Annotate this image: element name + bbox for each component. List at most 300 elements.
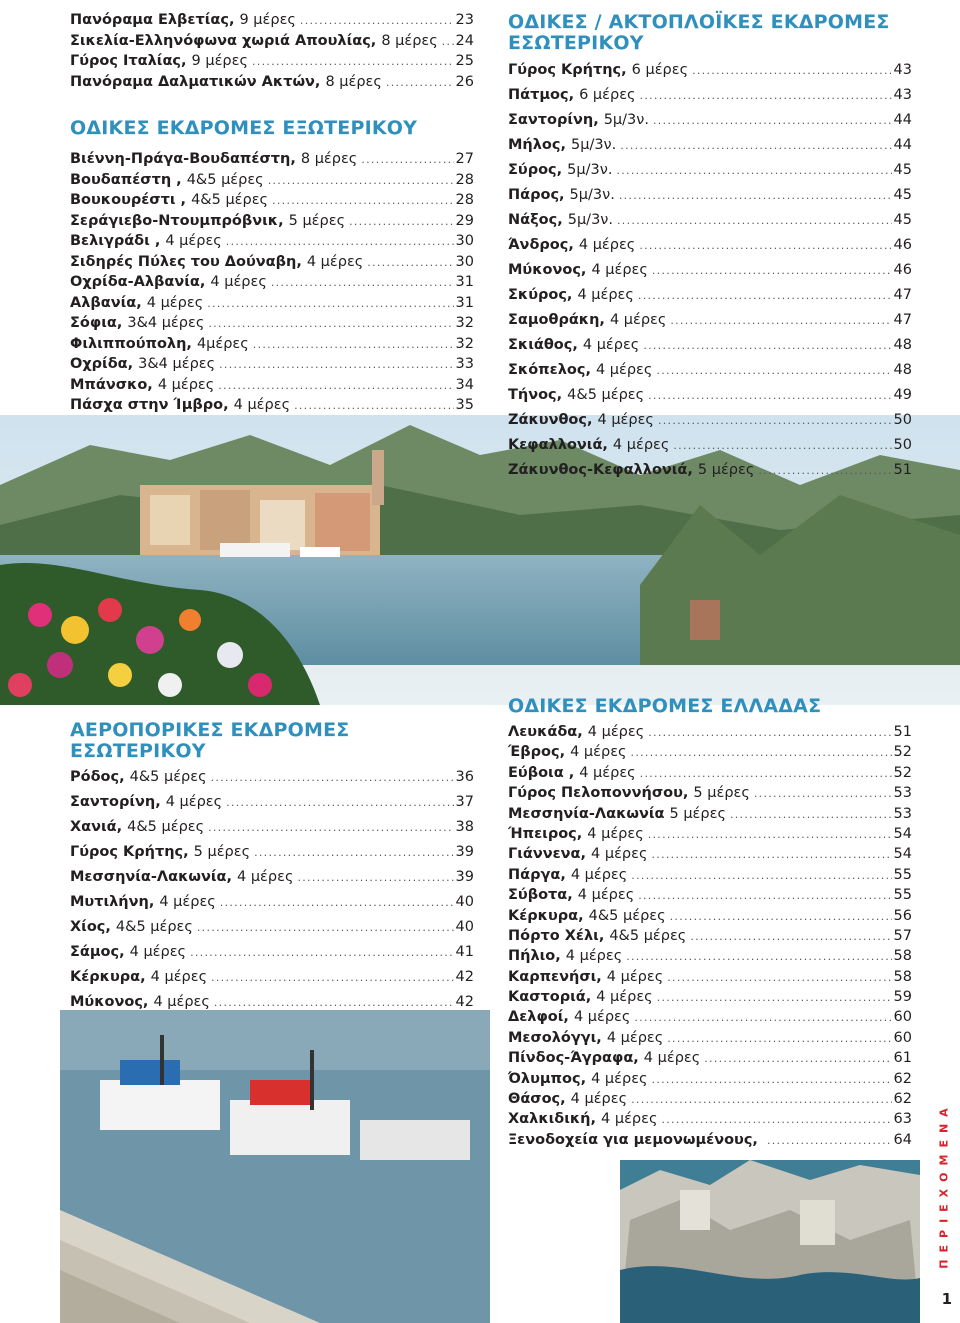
- toc-entry-duration: 4 μέρες: [157, 376, 215, 393]
- toc-entry-duration: 4 μέρες: [150, 969, 208, 985]
- dot-leader: [667, 1032, 891, 1045]
- toc-entry-page: 43: [893, 87, 912, 103]
- toc-entry-page: 37: [455, 794, 474, 810]
- toc-entry[interactable]: [508, 62, 912, 87]
- toc-entry-title: Σαντορίνη,: [508, 112, 599, 128]
- toc-entry-title: Πανόραμα Ελβετίας,: [70, 12, 235, 28]
- abroad-road-list: [70, 151, 474, 418]
- dot-leader: [367, 256, 453, 269]
- toc-entry[interactable]: [70, 172, 474, 193]
- dot-leader: [690, 930, 891, 943]
- toc-entry-page: 32: [455, 315, 474, 331]
- toc-entry[interactable]: [508, 87, 912, 112]
- toc-entry-duration: 4 μέρες: [587, 724, 645, 740]
- dot-leader: [643, 339, 891, 352]
- toc-entry[interactable]: [70, 233, 474, 254]
- toc-entry-page: 31: [455, 294, 474, 311]
- toc-entry-title: Ζάκυνθος-Κεφαλλονιά,: [508, 462, 693, 478]
- toc-entry-title: Καρπενήσι,: [508, 968, 602, 985]
- toc-entry-page: 55: [893, 887, 912, 904]
- toc-entry-page: 51: [893, 724, 912, 740]
- dot-leader: [297, 872, 453, 883]
- toc-entry-duration: 5 μέρες: [669, 805, 726, 822]
- toc-entry-title: Σάμος,: [70, 944, 125, 960]
- toc-entry[interactable]: [70, 870, 474, 895]
- toc-entry[interactable]: [70, 895, 474, 920]
- toc-entry[interactable]: [70, 995, 474, 1020]
- toc-entry-title: Οχρίδα-Αλβανία,: [70, 274, 206, 290]
- dot-leader: [271, 276, 454, 289]
- toc-entry-duration: 3&4 μέρες: [138, 356, 216, 372]
- dot-leader: [220, 897, 454, 908]
- toc-entry-title: Σόφια,: [70, 315, 123, 331]
- toc-entry-title: Άνδρος,: [508, 237, 574, 253]
- toc-entry[interactable]: [70, 315, 474, 336]
- toc-entry[interactable]: [508, 948, 912, 968]
- toc-entry-page: 42: [455, 994, 474, 1010]
- harbor-boats-photo: [60, 1010, 490, 1323]
- toc-entry-page: 24: [455, 32, 474, 49]
- toc-entry-page: 56: [893, 907, 912, 924]
- toc-entry-duration: 4 μέρες: [165, 233, 222, 249]
- dot-leader: [638, 289, 892, 302]
- dot-leader: [656, 364, 891, 377]
- dot-leader: [207, 297, 453, 310]
- air-domestic-list: [70, 770, 474, 1020]
- toc-entry-title: Πόρτο Χέλι,: [508, 927, 605, 944]
- toc-entry[interactable]: [70, 336, 474, 357]
- toc-entry[interactable]: [508, 462, 912, 487]
- dot-leader: [197, 922, 454, 933]
- toc-entry-duration: 4&5 μέρες: [588, 907, 666, 924]
- sea-domestic-section: [508, 12, 912, 487]
- toc-entry-title: Χαλκιδική,: [508, 1111, 597, 1128]
- toc-entry[interactable]: [508, 162, 912, 187]
- toc-entry-duration: 4 μέρες: [306, 253, 364, 270]
- toc-entry-duration: 4 μέρες: [606, 968, 664, 985]
- toc-entry-title: Γύρος Κρήτης,: [70, 844, 189, 860]
- sea-domestic-title-line2: ΕΣΩΤΕΡΙΚΟΥ: [508, 32, 644, 54]
- toc-entry-title: Σιδηρές Πύλες του Δούναβη,: [70, 253, 302, 270]
- toc-entry-title: Χίος,: [70, 919, 111, 935]
- toc-entry-page: 46: [893, 237, 912, 253]
- dot-leader: [349, 215, 453, 228]
- toc-entry-page: 27: [455, 151, 474, 167]
- toc-entry[interactable]: [508, 744, 912, 764]
- toc-entry-duration: 9 μέρες: [239, 12, 296, 28]
- toc-entry[interactable]: [508, 412, 912, 437]
- dot-leader: [631, 1093, 891, 1106]
- toc-entry-title: Χανιά,: [70, 819, 123, 835]
- toc-entry[interactable]: [70, 820, 474, 845]
- toc-entry[interactable]: [508, 1071, 912, 1091]
- toc-entry[interactable]: [508, 989, 912, 1009]
- toc-entry-title: Σαμοθράκη,: [508, 312, 605, 328]
- dot-leader: [653, 114, 892, 127]
- toc-entry[interactable]: [70, 33, 474, 54]
- toc-entry[interactable]: [70, 770, 474, 795]
- dot-leader: [730, 808, 892, 821]
- toc-entry-duration: 4 μέρες: [591, 846, 648, 863]
- toc-entry[interactable]: [508, 908, 912, 928]
- toc-entry-duration: 4 μέρες: [595, 362, 653, 378]
- toc-entry-title: Σικελία-Ελληνόφωνα χωριά Απουλίας,: [70, 32, 377, 49]
- dot-leader: [300, 14, 454, 27]
- toc-entry[interactable]: [70, 53, 474, 74]
- dot-leader: [651, 848, 891, 861]
- toc-entry[interactable]: [508, 887, 912, 907]
- dot-leader: [704, 1052, 891, 1065]
- dot-leader: [758, 464, 891, 477]
- toc-entry-page: 42: [455, 969, 474, 985]
- toc-entry-duration: 4 μέρες: [577, 287, 634, 303]
- dot-leader: [268, 174, 454, 187]
- dot-leader: [254, 847, 453, 858]
- toc-entry-page: 38: [455, 819, 474, 835]
- toc-entry-title: Σύβοτα,: [508, 887, 573, 904]
- toc-entry[interactable]: [508, 826, 912, 846]
- abroad-road-section: [70, 118, 474, 418]
- toc-entry[interactable]: [508, 362, 912, 387]
- toc-entry-duration: 4&5 μέρες: [186, 171, 264, 188]
- toc-entry-title: Γύρος Κρήτης,: [508, 62, 627, 78]
- toc-entry-title: Οχρίδα,: [70, 356, 134, 372]
- toc-entry-page: 40: [455, 919, 474, 935]
- contents-side-label-text: ΠΕΡΙΕΧΟΜΕΝΑ: [937, 1101, 951, 1269]
- toc-entry-title: Μήλος,: [508, 137, 566, 153]
- toc-entry-page: 46: [893, 262, 912, 278]
- toc-entry[interactable]: [70, 377, 474, 398]
- toc-entry-duration: 4&5 μέρες: [609, 927, 687, 944]
- toc-entry-page: 45: [893, 212, 912, 228]
- toc-entry-title: Σύρος,: [508, 162, 563, 178]
- toc-entry[interactable]: [508, 337, 912, 362]
- dot-leader: [648, 828, 892, 841]
- toc-entry[interactable]: [508, 262, 912, 287]
- dot-leader: [218, 379, 453, 392]
- toc-entry-duration: 4 μέρες: [578, 237, 636, 253]
- toc-entry[interactable]: [70, 274, 474, 295]
- toc-entry-page: 64: [893, 1131, 912, 1148]
- toc-entry[interactable]: [508, 867, 912, 887]
- toc-entry[interactable]: [70, 795, 474, 820]
- toc-entry[interactable]: [70, 192, 474, 213]
- toc-entry-duration: 5 μέρες: [693, 785, 750, 802]
- toc-entry-title: Ξενοδοχεία για μεμονωμένους,: [508, 1131, 758, 1148]
- toc-entry-duration: 3&4 μέρες: [127, 315, 205, 331]
- dot-leader: [767, 1134, 892, 1147]
- toc-entry-title: Αλβανία,: [70, 294, 142, 311]
- dot-leader: [648, 726, 891, 739]
- toc-entry-duration: 8 μέρες: [381, 32, 438, 49]
- toc-entry-duration: 4 μέρες: [210, 274, 267, 290]
- toc-entry-page: 45: [893, 187, 912, 203]
- toc-entry-duration: 4&5 μέρες: [567, 387, 645, 403]
- toc-entry-page: 29: [455, 212, 474, 229]
- toc-entry-title: Πανόραμα Δαλματικών Ακτών,: [70, 73, 321, 90]
- toc-entry[interactable]: [70, 845, 474, 870]
- toc-entry-page: 54: [893, 846, 912, 863]
- toc-entry-duration: 5μ/3ν.: [571, 137, 617, 153]
- abroad-road-title: ΟΔΙΚΕΣ ΕΚΔΡΟΜΕΣ ΕΞΩΤΕΡΙΚΟΥ: [70, 117, 418, 139]
- toc-entry-title: Ζάκυνθος,: [508, 412, 593, 428]
- dot-leader: [211, 772, 454, 783]
- toc-entry-title: Πάρος,: [508, 187, 565, 203]
- toc-entry-page: 58: [893, 948, 912, 965]
- toc-entry-page: 39: [455, 844, 474, 860]
- toc-entry[interactable]: [70, 151, 474, 172]
- dot-leader: [640, 767, 892, 780]
- dot-leader: [754, 787, 892, 800]
- toc-entry-title: Σεράγιεβο-Ντουμπρόβνικ,: [70, 212, 284, 229]
- dot-leader: [214, 997, 454, 1008]
- toc-entry-page: 23: [455, 12, 474, 28]
- dot-leader: [692, 64, 891, 77]
- toc-entry-title: Σαντορίνη,: [70, 794, 161, 810]
- toc-entry-page: 44: [893, 112, 912, 128]
- toc-entry-title: Βουδαπέστη ,: [70, 171, 182, 188]
- toc-entry-page: 32: [455, 335, 474, 352]
- toc-entry-duration: 4 μέρες: [579, 764, 636, 781]
- toc-entry[interactable]: [508, 1111, 912, 1131]
- toc-entry-page: 54: [893, 825, 912, 842]
- dot-leader: [619, 189, 892, 202]
- dot-leader: [667, 971, 891, 984]
- dot-leader: [658, 414, 892, 427]
- toc-entry-duration: 5 μέρες: [697, 462, 755, 478]
- toc-entry-duration: 4 μέρες: [570, 744, 627, 761]
- toc-entry[interactable]: [70, 970, 474, 995]
- toc-entry-duration: 4 μέρες: [159, 894, 216, 910]
- air-domestic-section: [70, 720, 474, 1020]
- toc-entry-duration: 4 μέρες: [565, 948, 623, 965]
- dot-leader: [361, 153, 453, 166]
- dot-leader: [631, 746, 892, 759]
- toc-entry[interactable]: [508, 437, 912, 462]
- toc-entry-title: Πάτμος,: [508, 87, 575, 103]
- greece-road-title: ΟΔΙΚΕΣ ΕΚΔΡΟΜΕΣ ΕΛΛΑΔΑΣ: [508, 695, 822, 717]
- toc-entry[interactable]: [508, 112, 912, 137]
- dot-leader: [620, 139, 891, 152]
- toc-entry[interactable]: [508, 187, 912, 212]
- toc-entry-title: Σκιάθος,: [508, 337, 578, 353]
- toc-entry-title: Εύβοια ,: [508, 764, 575, 781]
- toc-entry-page: 53: [893, 785, 912, 802]
- toc-entry-duration: 9 μέρες: [191, 53, 248, 69]
- sea-domestic-list: [508, 62, 912, 487]
- toc-entry-title: Πάργα,: [508, 866, 566, 883]
- dot-leader: [442, 35, 454, 48]
- toc-entry[interactable]: [508, 765, 912, 785]
- dot-leader: [226, 797, 453, 808]
- dot-leader: [639, 239, 891, 252]
- toc-entry[interactable]: [70, 920, 474, 945]
- toc-entry[interactable]: [508, 785, 912, 805]
- toc-entry-title: Έβρος,: [508, 744, 566, 761]
- toc-entry-duration: 4 μέρες: [606, 1029, 664, 1046]
- toc-entry-duration: 4 μέρες: [233, 397, 291, 413]
- toc-entry-page: 62: [893, 1091, 912, 1108]
- toc-entry-duration: 4 μέρες: [609, 312, 667, 328]
- toc-entry-title: Ήπειρος,: [508, 825, 583, 842]
- toc-entry[interactable]: [508, 928, 912, 948]
- toc-entry-title: Φιλιππούπολη,: [70, 335, 192, 352]
- dot-leader: [253, 338, 454, 351]
- dot-leader: [190, 947, 453, 958]
- dot-leader: [386, 76, 454, 89]
- toc-entry-page: 28: [455, 171, 474, 188]
- toc-entry-title: Βιέννη-Πράγα-Βουδαπέστη,: [70, 151, 296, 167]
- dot-leader: [208, 317, 453, 330]
- toc-entry-title: Μεσσηνία-Λακωνία,: [70, 869, 232, 885]
- toc-entry[interactable]: [508, 312, 912, 337]
- toc-entry-page: 60: [893, 1029, 912, 1046]
- toc-entry-page: 52: [893, 744, 912, 761]
- toc-entry-page: 44: [893, 137, 912, 153]
- toc-entry-title: Λευκάδα,: [508, 724, 583, 740]
- coastal-cliffs-photo: [620, 1160, 920, 1323]
- toc-entry-title: Θάσος,: [508, 1091, 566, 1108]
- toc-entry[interactable]: [508, 1050, 912, 1070]
- dot-leader: [617, 214, 892, 227]
- toc-entry-page: 34: [455, 376, 474, 393]
- dot-leader: [657, 991, 892, 1004]
- toc-entry-title: Κέρκυρα,: [508, 907, 584, 924]
- air-domestic-title: ΑΕΡΟΠΟΡΙΚΕΣ ΕΚΔΡΟΜΕΣ ΕΣΩΤΕΡΙΚΟΥ: [70, 719, 350, 762]
- toc-entry-page: 43: [893, 62, 912, 78]
- toc-entry-duration: 4μέρες: [196, 335, 249, 352]
- dot-leader: [652, 1073, 892, 1086]
- toc-entry[interactable]: [508, 969, 912, 989]
- toc-entry-title: Σκόπελος,: [508, 362, 591, 378]
- toc-entry[interactable]: [508, 846, 912, 866]
- dot-leader: [294, 399, 453, 412]
- toc-entry-duration: 8 μέρες: [325, 73, 382, 90]
- toc-entry-page: 30: [455, 233, 474, 249]
- toc-entry-duration: 4 μέρες: [596, 989, 653, 1006]
- toc-entry-title: Όλυμπος,: [508, 1070, 587, 1087]
- toc-entry-page: 35: [455, 397, 474, 413]
- toc-entry-duration: 4 μέρες: [612, 437, 670, 453]
- toc-entry-page: 62: [893, 1070, 912, 1087]
- toc-entry-page: 61: [893, 1050, 912, 1067]
- toc-entry-page: 48: [893, 337, 912, 353]
- toc-entry[interactable]: [508, 724, 912, 744]
- dot-leader: [673, 439, 891, 452]
- dot-leader: [634, 1011, 891, 1024]
- toc-entry-duration: 4 μέρες: [237, 869, 294, 885]
- toc-entry[interactable]: [70, 254, 474, 275]
- dot-leader: [670, 910, 892, 923]
- toc-entry-page: 49: [893, 387, 912, 403]
- toc-entry[interactable]: [70, 356, 474, 377]
- dot-leader: [272, 194, 453, 207]
- sea-domestic-title-line1: ΟΔΙΚΕΣ / ΑΚΤΟΠΛΟΪΚΕΣ ΕΚΔΡΟΜΕΣ: [508, 11, 890, 33]
- toc-entry-page: 30: [455, 253, 474, 270]
- toc-entry-title: Σκύρος,: [508, 287, 573, 303]
- toc-entry-page: 47: [893, 312, 912, 328]
- toc-entry-title: Πίνδος-Άγραφα,: [508, 1050, 639, 1067]
- dot-leader: [631, 869, 891, 882]
- greece-road-list: [508, 724, 912, 1152]
- toc-entry-page: 25: [455, 53, 474, 69]
- toc-entry[interactable]: [70, 213, 474, 234]
- dot-leader: [616, 164, 891, 177]
- toc-entry-page: 52: [893, 764, 912, 781]
- toc-entry[interactable]: [508, 1132, 912, 1152]
- toc-entry-page: 48: [893, 362, 912, 378]
- toc-entry-page: 60: [893, 1009, 912, 1026]
- toc-entry-duration: 4 μέρες: [570, 1091, 628, 1108]
- toc-entry-title: Μεσολόγγι,: [508, 1029, 602, 1046]
- toc-entry-title: Κέρκυρα,: [70, 969, 146, 985]
- toc-entry-page: 57: [893, 927, 912, 944]
- greece-road-section: [508, 696, 912, 1152]
- toc-entry-title: Νάξος,: [508, 212, 563, 228]
- toc-entry-page: 59: [893, 989, 912, 1006]
- toc-entry-page: 39: [455, 869, 474, 885]
- dot-leader: [670, 314, 891, 327]
- toc-entry-duration: 4 μέρες: [573, 1009, 631, 1026]
- toc-entry-title: Βουκουρέστι ,: [70, 192, 187, 208]
- toc-entry-duration: 4 μέρες: [165, 794, 223, 810]
- toc-entry[interactable]: [508, 1030, 912, 1050]
- toc-entry[interactable]: [508, 237, 912, 262]
- toc-entry-duration: 4 μέρες: [153, 994, 210, 1010]
- dot-leader: [211, 972, 453, 983]
- toc-entry-page: 40: [455, 894, 474, 910]
- toc-entry[interactable]: [508, 1009, 912, 1029]
- toc-entry-title: Μύκονος,: [508, 262, 587, 278]
- toc-entry[interactable]: [508, 287, 912, 312]
- toc-entry-page: 58: [893, 968, 912, 985]
- toc-entry-title: Μπάνσκο,: [70, 376, 153, 393]
- dot-leader: [638, 889, 891, 902]
- toc-entry-duration: 4&5 μέρες: [115, 919, 193, 935]
- toc-entry-duration: 4 μέρες: [643, 1050, 701, 1067]
- toc-entry[interactable]: [70, 74, 474, 95]
- toc-entry-duration: 5 μέρες: [288, 212, 346, 229]
- toc-entry[interactable]: [70, 945, 474, 970]
- toc-entry-title: Βελιγράδι ,: [70, 233, 161, 249]
- toc-entry-title: Γύρος Πελοποννήσου,: [508, 785, 689, 802]
- toc-entry-duration: 4&5 μέρες: [191, 192, 269, 208]
- toc-entry-page: 63: [893, 1111, 912, 1128]
- toc-entry-page: 26: [455, 73, 474, 90]
- toc-entry-page: 51: [893, 462, 912, 478]
- toc-entry[interactable]: [508, 1091, 912, 1111]
- toc-entry[interactable]: [508, 387, 912, 412]
- toc-entry-page: 41: [455, 944, 474, 960]
- toc-entry-title: Τήνος,: [508, 387, 563, 403]
- toc-entry-title: Κεφαλλονιά,: [508, 437, 608, 453]
- dot-leader: [219, 358, 453, 371]
- toc-entry[interactable]: [508, 137, 912, 162]
- toc-entry[interactable]: [70, 295, 474, 316]
- toc-entry[interactable]: [508, 806, 912, 826]
- toc-entry-title: Μυτιλήνη,: [70, 894, 155, 910]
- toc-entry-duration: 4 μέρες: [597, 412, 654, 428]
- toc-entry[interactable]: [508, 212, 912, 237]
- toc-entry-duration: 4 μέρες: [591, 262, 648, 278]
- toc-entry-title: Ρόδος,: [70, 769, 125, 785]
- toc-entry[interactable]: [70, 12, 474, 33]
- toc-entry-duration: 5 μέρες: [193, 844, 251, 860]
- dot-leader: [626, 950, 891, 963]
- toc-entry-page: 33: [455, 356, 474, 372]
- toc-entry-title: Καστοριά,: [508, 989, 592, 1006]
- toc-entry-duration: 5μ/3ν.: [569, 187, 615, 203]
